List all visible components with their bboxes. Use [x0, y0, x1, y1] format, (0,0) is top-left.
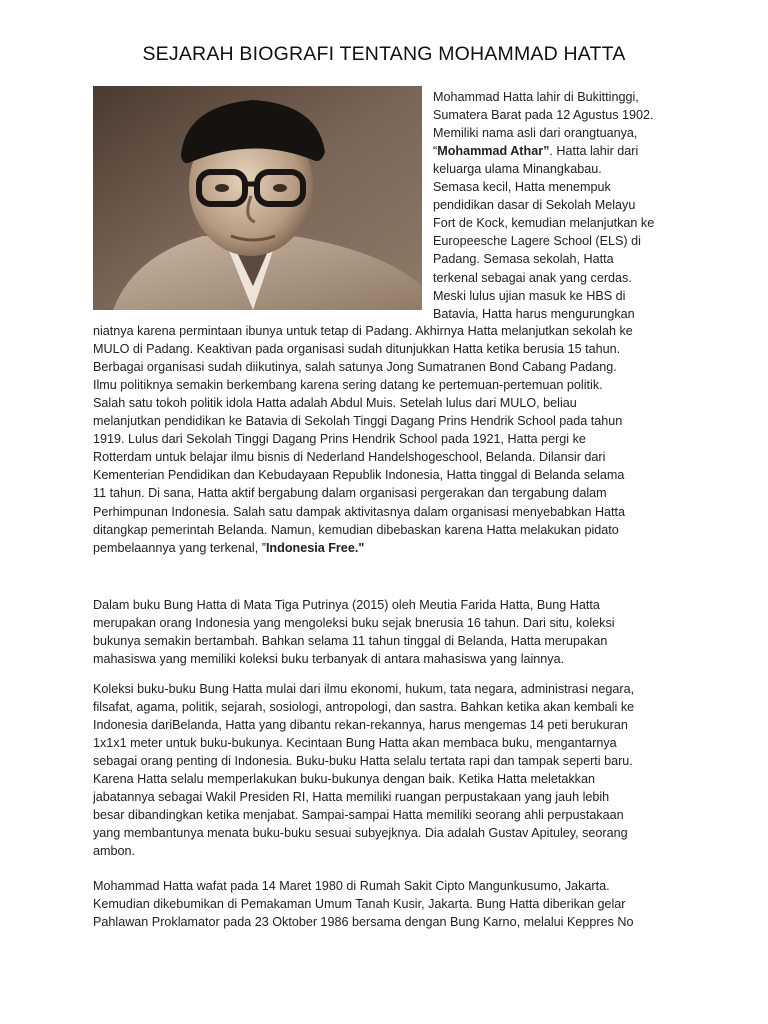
intro-full-line: ditangkap pemerintah Belanda. Namun, kemudian dibebaskan karena Hatta melakukan pidato — [93, 522, 619, 537]
intro-full-line: 1919. Lulus dari Sekolah Tinggi Dagang Prins Hendrik School pada 1921, Hatta pergi ke — [93, 432, 586, 447]
intro-full-line: Kementerian Pendidikan dan Kebudayaan Republik Indonesia, Hatta tinggal di Belanda selama — [93, 468, 625, 483]
para3-line: yang membantunya menata buku-buku sesuai subyejknya. Dia adalah Gustav Apituley, seorang — [93, 826, 628, 841]
intro-full-line: Ilmu politiknya semakin berkembang karena sering datang ke pertemuan-pertemuan politik. — [93, 378, 603, 393]
text-run: . Hatta lahir dari — [549, 144, 639, 159]
para3-line: jabatannya sebagai Wakil Presiden RI, Hatta memiliki ruangan perpustakaan yang jauh lebih — [93, 790, 610, 805]
intro-right-line: Semasa kecil, Hatta menempuk — [433, 180, 611, 195]
intro-right-line: Memiliki nama asli dari orangtuanya, — [433, 126, 638, 141]
intro-right-line: pendidikan dasar di Sekolah Melayu — [433, 198, 636, 213]
para4-line: Pahlawan Proklamator pada 23 Oktober 1986 bersama dengan Bung Karno, melalui Keppres No — [93, 915, 634, 930]
para3-line: besar dibandingkan ketika menjabat. Sampai-sampai Hatta memiliki seorang ahli perpustakaan — [93, 808, 624, 823]
para4-line: Kemudian dikebumikan di Pemakaman Umum Tanah Kusir, Jakarta. Bung Hatta diberikan gelar — [93, 897, 626, 912]
intro-right-line: Mohammad Hatta lahir di Bukittinggi, — [433, 90, 639, 104]
portrait-image — [93, 86, 422, 310]
page-title: SEJARAH BIOGRAFI TENTANG MOHAMMAD HATTA — [142, 43, 626, 65]
text-run: “ — [433, 144, 438, 159]
intro-full-line: melanjutkan pendidikan ke Batavia di Sekolah Tinggi Dagang Prins Hendrik School pada tahun — [93, 414, 623, 429]
para3-line: Koleksi buku-buku Bung Hatta mulai dari ilmu ekonomi, hukum, tata negara, administrasi negara, — [93, 682, 635, 696]
intro-right-line: Fort de Kock, kemudian melanjutkan ke — [433, 216, 655, 231]
para3-line: Karena Hatta selalu memperlakukan buku-bukunya dengan baik. Ketika Hatta meletakkan — [93, 772, 595, 787]
bold-text: Indonesia Free." — [265, 540, 365, 555]
intro-right-line: Padang. Semasa sekolah, Hatta — [433, 252, 614, 267]
para3-line: sebagai orang penting di Indonesia. Buku-buku Hatta selalu tertata rapi dan tampak seperti baru. — [93, 754, 633, 769]
intro-full-line: niatnya karena permintaan ibunya untuk tetap di Padang. Akhirnya Hatta melanjutkan sekolah ke — [93, 324, 633, 338]
para3-line: filsafat, agama, politik, sejarah, sosiologi, antropologi, dan sastra. Bahkan ketika akan kembali ke — [93, 700, 635, 715]
intro-full-line: Salah satu tokoh politik idola Hatta adalah Abdul Muis. Setelah lulus dari MULO, beliau — [93, 396, 577, 411]
intro-full-line: Berbagai organisasi sudah diikutinya, salah satunya Jong Sumatranen Bond Cabang Padang. — [93, 360, 617, 375]
bold-text: Mohammad Athar” — [437, 144, 550, 159]
intro-full-line: Perhimpunan Indonesia. Salah satu dampak aktivitasnya dalam organisasi menyebabkan Hatta — [93, 504, 626, 519]
intro-full-line: 11 tahun. Di sana, Hatta aktif bergabung dalam organisasi pergerakan dan tergabung dalam — [93, 486, 607, 501]
para2-line: bukunya semakin bertambah. Bahkan selama 11 tahun tinggal di Belanda, Hatta merupakan — [93, 634, 608, 649]
intro-right-line — [433, 143, 638, 161]
intro-right-line: Sumatera Barat pada 12 Agustus 1902. — [433, 108, 654, 123]
para2-line: merupakan orang Indonesia yang mengoleksi buku sejak bnerusia 16 tahun. Dari situ, koleksi — [93, 616, 615, 631]
intro-full-line: MULO di Padang. Keaktivan pada organisasi sudah ditunjukkan Hatta ketika berusia 15 tahun. — [93, 342, 621, 357]
intro-right-line: Meski lulus ujian masuk ke HBS di — [433, 288, 626, 303]
intro-full-line: Rotterdam untuk belajar ilmu bisnis di Nederland Handelshogeschool, Belanda. Dilansir dari — [93, 450, 606, 465]
para3-line: ambon. — [93, 844, 136, 859]
text-run: pembelaannya yang terkenal, ” — [93, 540, 266, 555]
intro-right-line: terkenal sebagai anak yang cerdas. — [433, 270, 632, 285]
para4-line: Mohammad Hatta wafat pada 14 Maret 1980 di Rumah Sakit Cipto Mangunkusumo, Jakarta. — [93, 879, 610, 893]
portrait-photo — [93, 86, 422, 310]
para3-line: 1x1x1 meter untuk buku-bukunya. Kecintaan Bung Hatta akan membaca buku, mengantarnya — [93, 736, 617, 751]
para2-line: mahasiswa yang memiliki koleksi buku terbanyak di antara mahasiswa yang lainnya. — [93, 652, 565, 667]
para3-line: Indonesia dariBelanda, Hatta yang dibantu rekan-rekannya, harus mengemas 14 peti berukuran — [93, 718, 628, 733]
para2-line: Dalam buku Bung Hatta di Mata Tiga Putrinya (2015) oleh Meutia Farida Hatta, Bung Hatta — [93, 598, 600, 612]
intro-right-line: Batavia, Hatta harus mengurungkan — [433, 306, 635, 321]
intro-right-line: Europeesche Lagere School (ELS) di — [433, 234, 641, 249]
intro-full-line — [93, 540, 364, 558]
intro-right-line: keluarga ulama Minangkabau. — [433, 162, 602, 177]
